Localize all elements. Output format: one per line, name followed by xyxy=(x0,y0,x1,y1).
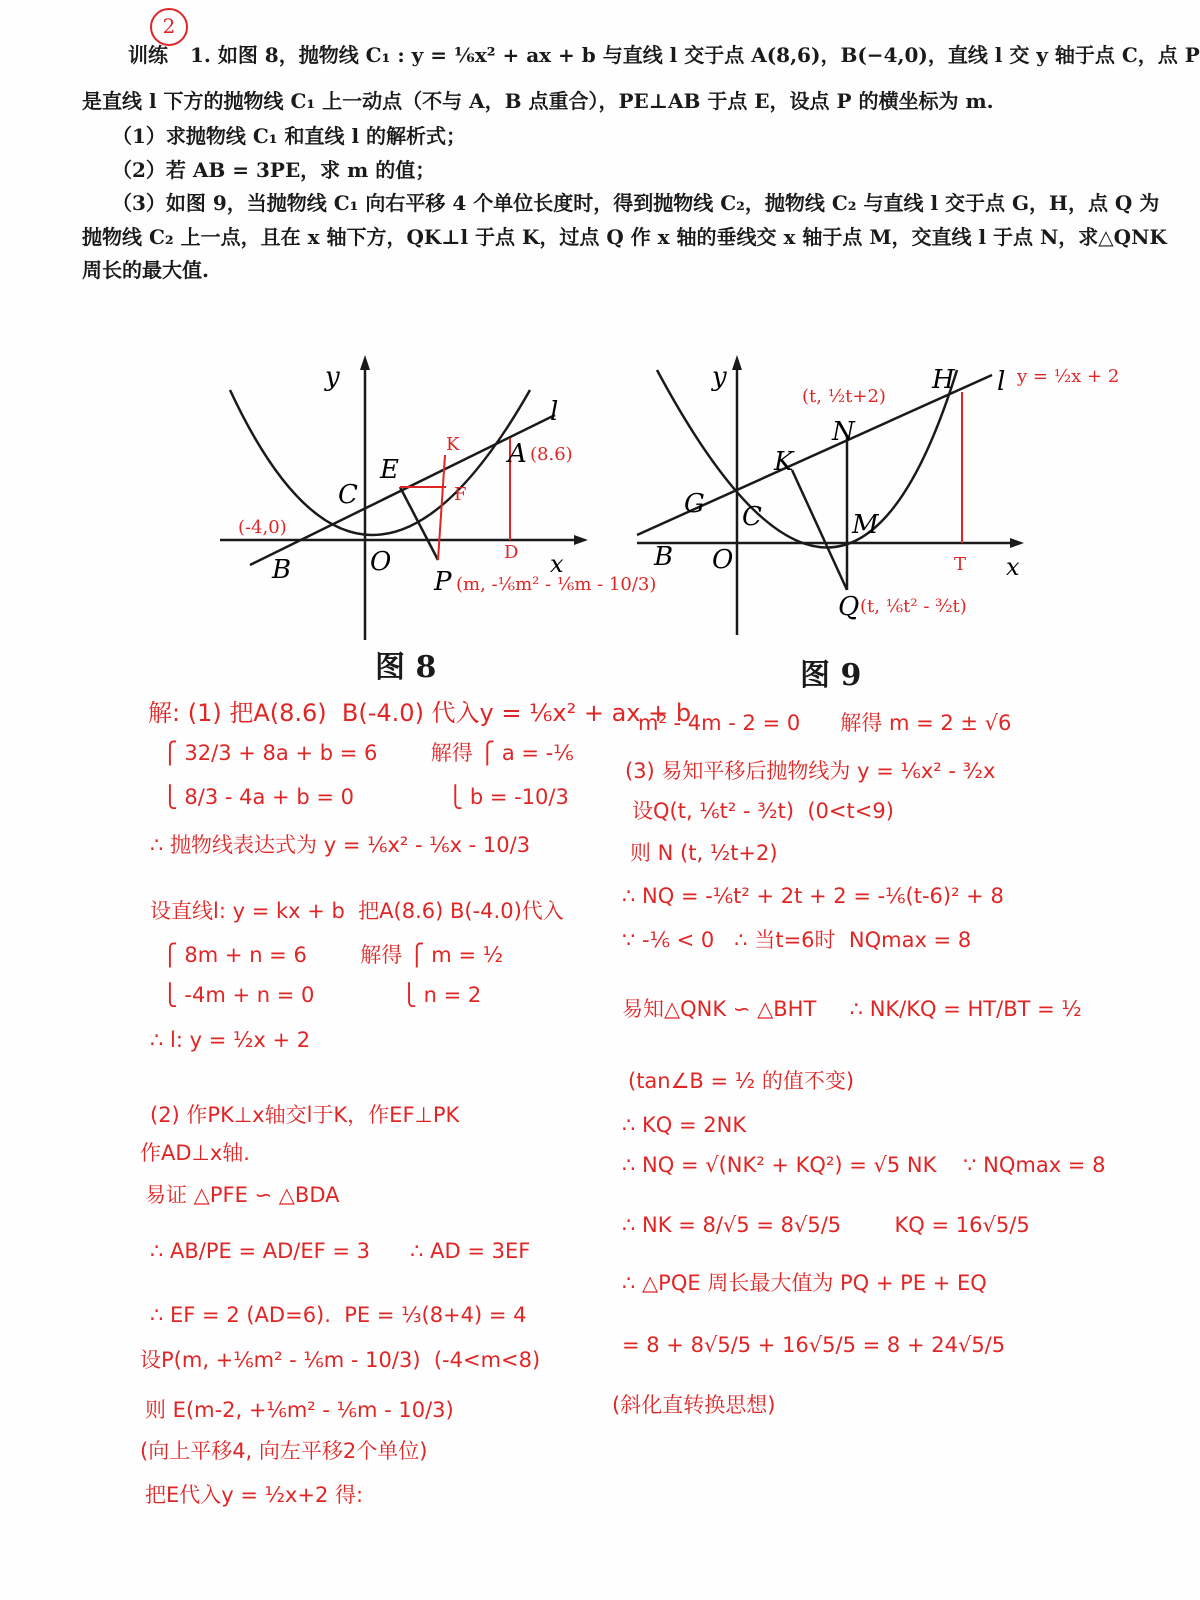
sol-left-9: 作AD⊥x轴. xyxy=(140,1141,250,1165)
label-x: x xyxy=(550,550,564,578)
question-3-line1: （3）如图 9，当抛物线 C₁ 向右平移 4 个单位长度时，得到抛物线 C₂，抛物线 C₂ 与直线 l 交于点 G，H，点 Q 为 xyxy=(112,191,1160,215)
note-p-coord: (m, -⅙m² - ⅙m - 10/3) xyxy=(456,574,657,595)
note-n-coord: (t, ½t+2) xyxy=(802,386,886,407)
note-line-eq: y = ½x + 2 xyxy=(1017,366,1120,387)
figure-8-caption: 图 8 xyxy=(375,650,437,685)
label-l-9: l xyxy=(997,367,1006,397)
label-y: y xyxy=(325,362,340,392)
sol-left-8: (2) 作PK⊥x轴交l于K，作EF⊥PK xyxy=(150,1103,460,1127)
problem-line1: 1. 如图 8，抛物线 C₁ : y = ¹⁄₆x² + ax + b 与直线 l 交于点 A(8,6)，B(−4,0)，直线 l 交 y 轴于点 C，点 P xyxy=(190,43,1200,67)
training-label: 训练 xyxy=(128,43,168,67)
label-p: P xyxy=(434,567,452,597)
label-t: T xyxy=(954,554,967,575)
sol-left-15: (向上平移4, 向左平移2个单位) xyxy=(140,1439,428,1463)
label-c-9: C xyxy=(742,502,762,532)
label-y-9: y xyxy=(712,362,727,392)
label-x-9: x xyxy=(1006,553,1020,581)
sol-right-4: ∴ NQ = -⅙t² + 2t + 2 = -⅙(t-6)² + 8 xyxy=(622,884,1004,908)
label-l: l xyxy=(550,397,559,427)
label-q: Q xyxy=(838,592,860,622)
sol-left-14: 则 E(m-2, +⅙m² - ⅙m - 10/3) xyxy=(145,1398,454,1422)
note-q-coord: (t, ⅙t² - ³⁄₂t) xyxy=(860,596,967,617)
sol-right-11: ∴ △PQE 周长最大值为 PQ + PE + EQ xyxy=(622,1271,987,1295)
sol-right-10: ∴ NK = 8/√5 = 8√5/5 KQ = 16√5/5 xyxy=(622,1213,1030,1237)
sol-left-6: ⎩ -4m + n = 0 ⎩ n = 2 xyxy=(162,983,482,1007)
segment-pe xyxy=(400,487,438,560)
note-b-coord: (-4,0) xyxy=(238,517,287,538)
sol-left-10: 易证 △PFE ∽ △BDA xyxy=(145,1183,340,1207)
label-a: A xyxy=(508,439,527,469)
label-b: B xyxy=(272,555,292,585)
label-c: C xyxy=(338,480,358,510)
label-h: H xyxy=(932,365,955,395)
sol-right-0: m² - 4m - 2 = 0 解得 m = 2 ± √6 xyxy=(638,711,1012,735)
sol-left-5: ⎧ 8m + n = 6 解得 ⎧ m = ½ xyxy=(162,943,504,967)
sol-left-13: 设P(m, +⅙m² - ⅙m - 10/3) (-4<m<8) xyxy=(140,1348,541,1372)
sol-right-13: (斜化直转换思想) xyxy=(612,1393,776,1417)
label-o: O xyxy=(370,547,392,577)
sol-right-1: (3) 易知平移后抛物线为 y = ⅙x² - ³⁄₂x xyxy=(625,759,996,783)
sol-right-12: = 8 + 8√5/5 + 16√5/5 = 8 + 24√5/5 xyxy=(622,1333,1006,1357)
sol-right-6: 易知△QNK ∽ △BHT ∴ NK/KQ = HT/BT = ½ xyxy=(622,997,1082,1021)
label-d: D xyxy=(504,542,519,563)
label-m: M xyxy=(852,510,879,540)
label-f: F xyxy=(454,484,467,505)
question-3-line3: 周长的最大值. xyxy=(82,258,209,282)
sol-left-16: 把E代入y = ½x+2 得: xyxy=(145,1483,364,1507)
figure-8 xyxy=(210,350,657,640)
sol-left-0: 解: (1) 把A(8.6) B(-4.0) 代入y = ⅙x² + ax + b xyxy=(148,699,692,727)
segment-kq xyxy=(792,470,847,590)
sol-right-5: ∵ -⅙ < 0 ∴ 当t=6时 NQmax = 8 xyxy=(622,928,972,952)
label-n: N xyxy=(832,417,855,447)
sol-right-8: ∴ KQ = 2NK xyxy=(622,1113,747,1137)
sol-left-12: ∴ EF = 2 (AD=6). PE = ⅓(8+4) = 4 xyxy=(150,1303,527,1327)
label-e: E xyxy=(380,455,399,485)
figure-9 xyxy=(632,350,1120,635)
problem-line2: 是直线 l 下方的抛物线 C₁ 上一动点（不与 A，B 点重合），PE⊥AB 于点 E，设点 P 的横坐标为 m. xyxy=(82,89,994,113)
question-1: （1）求抛物线 C₁ 和直线 l 的解析式； xyxy=(112,124,467,148)
sol-left-11: ∴ AB/PE = AD/EF = 3 ∴ AD = 3EF xyxy=(150,1239,531,1263)
question-2: （2）若 AB = 3PE，求 m 的值； xyxy=(112,158,436,182)
sol-left-3: ∴ 抛物线表达式为 y = ⅙x² - ⅙x - 10/3 xyxy=(150,833,531,857)
sol-left-4: 设直线l: y = kx + b 把A(8.6) B(-4.0)代入 xyxy=(150,899,564,923)
sol-right-7: (tan∠B = ½ 的值不变) xyxy=(628,1069,855,1093)
label-o-9: O xyxy=(712,545,734,575)
label-g: G xyxy=(684,489,705,519)
label-b-9: B xyxy=(654,542,674,572)
sol-left-2: ⎩ 8/3 - 4a + b = 0 ⎩ b = -10/3 xyxy=(162,785,569,809)
sol-right-2: 设Q(t, ⅙t² - ³⁄₂t) (0<t<9) xyxy=(632,799,894,823)
label-k: K xyxy=(446,434,460,455)
sol-right-9: ∴ NQ = √(NK² + KQ²) = √5 NK ∵ NQmax = 8 xyxy=(622,1153,1106,1177)
sol-left-1: ⎧ 32/3 + 8a + b = 6 解得 ⎧ a = -⅙ xyxy=(162,741,574,765)
figure-9-caption: 图 9 xyxy=(800,658,862,693)
sol-right-3: 则 N (t, ½t+2) xyxy=(630,841,778,865)
circled-number: 2 xyxy=(150,8,188,46)
label-k-9: K xyxy=(774,447,794,477)
sol-left-7: ∴ l: y = ½x + 2 xyxy=(150,1028,311,1052)
note-a-coord: (8.6) xyxy=(530,444,573,465)
question-3-line2: 抛物线 C₂ 上一点，且在 x 轴下方，QK⊥l 于点 K，过点 Q 作 x 轴的垂线交 x 轴于点 M，交直线 l 于点 N，求△QNK xyxy=(82,225,1167,249)
